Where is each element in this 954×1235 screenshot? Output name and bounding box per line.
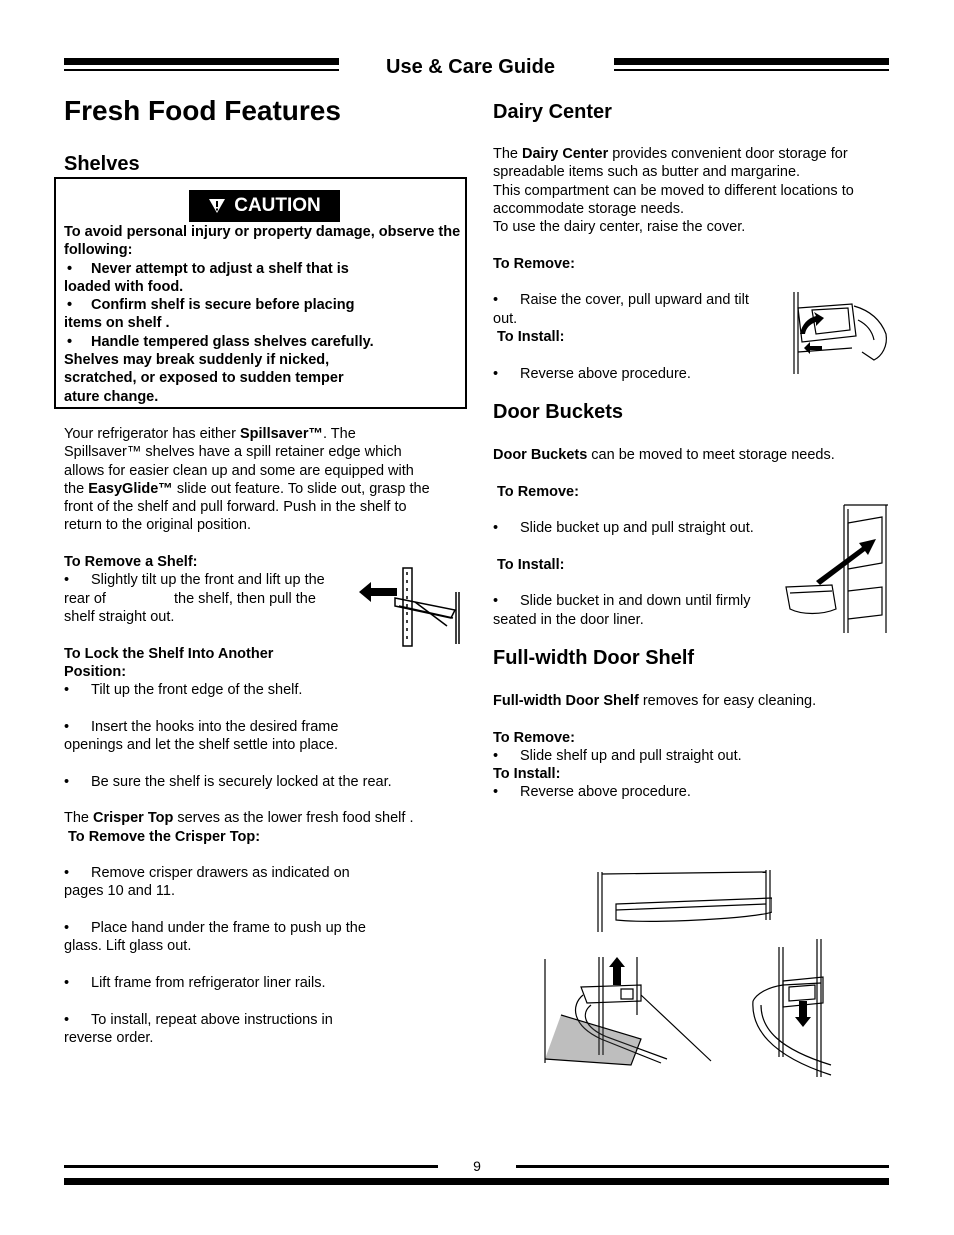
text: serves as the lower fresh food shelf .: [173, 810, 414, 827]
list-item: shelf straight out.: [64, 608, 175, 625]
bullet: •: [64, 865, 70, 882]
list-item: [64, 773, 464, 791]
fullwidth-install-heading: To Install:: [493, 766, 561, 783]
buckets-install-heading: To Install:: [493, 556, 565, 573]
text: can be moved to meet storage needs.: [587, 447, 835, 463]
footer-rule-left: [64, 1165, 438, 1168]
header-rule-left-thin: [64, 69, 339, 71]
caution-item-text: scratched, or exposed to sudden temper: [64, 370, 344, 387]
text: Your refrigerator has either: [64, 426, 240, 442]
list-item: reverse order.: [64, 1029, 154, 1046]
caution-item-text: loaded with food.: [64, 278, 184, 295]
shelves-body: [64, 425, 464, 1047]
text: The: [493, 146, 523, 162]
intro-line: allows for easier clean up and some are equipped with: [64, 462, 414, 479]
bullet: •: [493, 520, 499, 537]
dairy-line: [493, 145, 888, 163]
bullet: •: [64, 1011, 70, 1028]
list-item: out.: [493, 310, 518, 327]
caution-item-text: items on shelf .: [64, 315, 170, 332]
shelf-removal-illustration: [355, 562, 463, 648]
list-item: [64, 718, 464, 736]
list-item: glass. Lift glass out.: [64, 938, 192, 955]
full-width-shelf-illustration: [596, 868, 772, 934]
dairy-line: spreadable items such as butter and margarine.: [493, 164, 801, 181]
list-item: seated in the door liner.: [493, 611, 644, 628]
bullet: •: [64, 572, 70, 589]
text: rear of: [64, 590, 106, 607]
bullet: •: [64, 920, 70, 937]
text: Place hand under the frame to push up the: [91, 920, 366, 937]
dairy-term: Dairy Center: [522, 146, 609, 162]
bullet: •: [64, 974, 70, 991]
dairy-heading: Dairy Center: [493, 101, 612, 123]
fullwidth-body: [493, 692, 888, 802]
intro-line: front of the shelf and pull forward. Push in the shelf to: [64, 499, 407, 516]
dairy-line: To use the dairy center, raise the cover.: [493, 219, 746, 236]
caution-item: [64, 296, 464, 314]
caution-item: [64, 260, 464, 278]
footer-rule-right: [516, 1165, 889, 1168]
intro-line: [64, 480, 464, 498]
text: Be sure the shelf is securely locked at the rear.: [91, 773, 392, 790]
text: Slide bucket up and pull straight out.: [520, 520, 754, 537]
intro-line: Spillsaver™ shelves have a spill retainer edge which: [64, 444, 402, 461]
bullet: •: [64, 682, 70, 699]
list-item: [64, 681, 464, 699]
text: removes for easy cleaning.: [638, 693, 817, 709]
page-title: Fresh Food Features: [64, 95, 341, 126]
text: provides convenient door storage for: [608, 146, 848, 162]
dairy-line: This compartment can be moved to different locations to: [493, 182, 854, 199]
text: Reverse above procedure.: [520, 784, 691, 801]
crisper-intro: [64, 809, 464, 827]
spillsaver-term: Spillsaver™: [239, 426, 323, 442]
caution-item: [64, 333, 464, 351]
caution-badge: [189, 190, 340, 222]
text: slide out feature. To slide out, grasp the: [172, 480, 430, 497]
text: Insert the hooks into the desired frame: [91, 718, 339, 735]
text: Remove crisper drawers as indicated on: [91, 865, 350, 882]
header-rule-left: [64, 58, 339, 65]
caution-box: [54, 177, 467, 409]
page-number: 9: [473, 1158, 481, 1174]
list-item: [493, 783, 888, 801]
bullet: •: [493, 784, 499, 801]
fullwidth-heading: Full-width Door Shelf: [493, 647, 695, 669]
bullet: •: [64, 773, 70, 790]
buckets-remove-heading: To Remove:: [493, 483, 579, 500]
list-item: [64, 974, 464, 992]
fullwidth-line: [493, 692, 888, 710]
dairy-remove-heading: To Remove:: [493, 255, 575, 272]
text: the shelf, then pull the: [174, 590, 316, 607]
shelf-removal-detail-illustration: [541, 955, 713, 1067]
intro-line: return to the original position.: [64, 517, 251, 534]
bullet: •: [493, 365, 499, 382]
caution-label: CAUTION: [234, 195, 321, 216]
buckets-heading: Door Buckets: [493, 401, 624, 423]
caution-item-text: Handle tempered glass shelves carefully.: [91, 333, 374, 350]
fullwidth-remove-heading: To Remove:: [493, 729, 575, 746]
list-item: [64, 864, 464, 882]
caution-item-text: ature change.: [64, 388, 159, 405]
text: Slide bucket in and down until firmly: [520, 593, 751, 610]
list-item: [493, 747, 888, 765]
bullet: •: [493, 747, 499, 764]
intro-line: [64, 425, 464, 443]
warning-icon: [208, 198, 226, 214]
caution-item-text: Shelves may break suddenly if nicked,: [64, 352, 330, 369]
buckets-line: [493, 446, 888, 464]
list-item: [64, 1011, 464, 1029]
crisper-heading: To Remove the Crisper Top:: [64, 828, 261, 845]
footer-rule-bottom: [64, 1178, 889, 1185]
caution-intro: To avoid personal injury or property damage, observe the following:: [64, 224, 461, 259]
dairy-center-illustration: [782, 290, 890, 376]
text: . The: [323, 426, 356, 442]
bullet: •: [493, 292, 499, 309]
bullet: •: [493, 593, 499, 610]
bullet: •: [64, 718, 70, 735]
caution-item-text: Never attempt to adjust a shelf that is: [91, 260, 349, 277]
crisper-term: Crisper Top: [93, 810, 174, 827]
buckets-term: Door Buckets: [493, 447, 588, 463]
easyglide-term: EasyGlide™: [88, 480, 173, 497]
dairy-line: accommodate storage needs.: [493, 200, 685, 217]
text: Tilt up the front edge of the shelf.: [91, 682, 303, 699]
text: Reverse above procedure.: [520, 365, 691, 382]
text: To install, repeat above instructions in: [91, 1011, 333, 1028]
text: Slide shelf up and pull straight out.: [520, 747, 742, 764]
header-rule-right-thin: [614, 69, 889, 71]
header-title: Use & Care Guide: [386, 56, 555, 78]
text: Slightly tilt up the front and lift up the: [91, 572, 325, 589]
bullet: •: [67, 297, 73, 314]
shelves-heading: Shelves: [64, 153, 140, 175]
door-bucket-illustration: [782, 503, 890, 636]
dairy-install-heading: To Install:: [493, 328, 565, 345]
text: Lift frame from refrigerator liner rails.: [91, 974, 326, 991]
bullet: •: [67, 333, 73, 350]
text: Raise the cover, pull upward and tilt: [520, 292, 749, 309]
remove-shelf-heading: To Remove a Shelf:: [64, 554, 198, 571]
lock-shelf-heading: Position:: [64, 663, 127, 680]
bullet: •: [67, 260, 73, 277]
caution-text: [64, 223, 464, 406]
fullwidth-term: Full-width Door Shelf: [493, 693, 639, 709]
text: The: [64, 810, 94, 827]
list-item: [64, 919, 464, 937]
header-rule-right: [614, 58, 889, 65]
list-item: openings and let the shelf settle into place.: [64, 737, 339, 754]
lock-shelf-heading: To Lock the Shelf Into Another: [64, 645, 274, 662]
text: the: [64, 480, 89, 497]
list-item: pages 10 and 11.: [64, 883, 175, 900]
shelf-install-detail-illustration: [749, 937, 833, 1077]
caution-item-text: Confirm shelf is secure before placing: [91, 297, 355, 314]
